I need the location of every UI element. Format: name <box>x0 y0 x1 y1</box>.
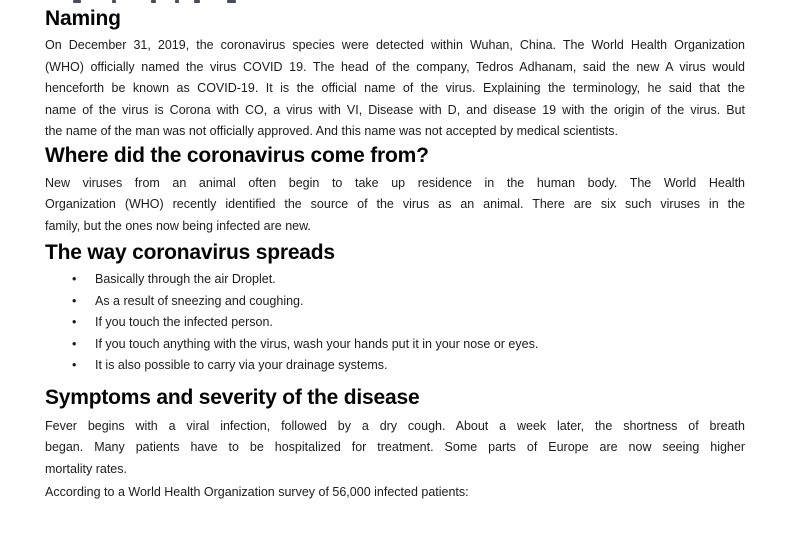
paragraph-line: henceforth be known as COVID-19. It is the official name of the virus. Explaining the terminology, he said that the <box>45 81 745 95</box>
list-item-text: As a result of sneezing and coughing. <box>95 293 304 308</box>
clipped-text-fragment <box>227 0 236 3</box>
paragraph-line: family, but the ones now being infected are new. <box>45 218 311 233</box>
list-item <box>45 291 745 313</box>
list-item-text: If you touch anything with the virus, wash your hands put it in your nose or eyes. <box>95 336 539 351</box>
clipped-text-fragment <box>194 0 200 3</box>
spread-bullet-list <box>45 269 745 377</box>
heading-naming: Naming <box>45 7 121 30</box>
paragraph-line: On December 31, 2019, the coronavirus species were detected within Wuhan, China. The World Health Organization <box>45 38 745 52</box>
paragraph-survey-intro <box>45 482 745 504</box>
paragraph-naming <box>45 35 745 143</box>
paragraph-symptoms <box>45 416 745 481</box>
paragraph-line: mortality rates. <box>45 461 127 476</box>
list-item-text: It is also possible to carry via your drainage systems. <box>95 358 388 372</box>
bullet-icon: • <box>72 272 77 286</box>
bullet-icon: • <box>72 293 77 308</box>
heading-where-from: Where did the coronavirus come from? <box>45 143 429 167</box>
paragraph-line: Organization (WHO) recently identified the source of the virus as an animal. There are six such viruses in the <box>45 197 745 211</box>
heading-symptoms: Symptoms and severity of the disease <box>45 385 420 409</box>
paragraph-line: began. Many patients have to be hospitalized for treatment. Some parts of Europe are now seeing higher <box>45 440 745 454</box>
list-item <box>45 312 745 334</box>
list-item-text: Basically through the air Droplet. <box>95 272 276 286</box>
heading-spread-ways: The way coronavirus spreads <box>45 241 335 264</box>
paragraph-line: Fever begins with a viral infection, followed by a dry cough. About a week later, the shortness of breath <box>45 418 745 433</box>
paragraph-line: According to a World Health Organization survey of 56,000 infected patients: <box>45 485 469 499</box>
paragraph-line: (WHO) officially named the virus COVID 19. The head of the company, Tedros Adhanam, said the new A virus would <box>45 59 745 74</box>
list-item <box>45 334 745 356</box>
paragraph-line: name of the virus is Corona with CO, a virus with VI, Disease with D, and disease 19 with the origin of the virus. But <box>45 102 745 117</box>
clipped-text-fragment <box>112 0 116 3</box>
paragraph-line: New viruses from an animal often begin to take up residence in the human body. The World Health <box>45 175 745 190</box>
paragraph-origin <box>45 173 745 238</box>
bullet-icon: • <box>72 315 77 329</box>
paragraph-line: the name of the man was not officially approved. And this name was not accepted by medical scientists. <box>45 124 618 138</box>
clipped-text-fragment <box>151 0 156 3</box>
list-item-text: If you touch the infected person. <box>95 315 273 329</box>
bullet-icon: • <box>72 358 77 372</box>
bullet-icon: • <box>72 336 77 351</box>
clipped-text-fragment <box>73 0 81 3</box>
clipped-text-fragment <box>175 0 179 3</box>
list-item <box>45 355 745 377</box>
list-item <box>45 269 745 291</box>
